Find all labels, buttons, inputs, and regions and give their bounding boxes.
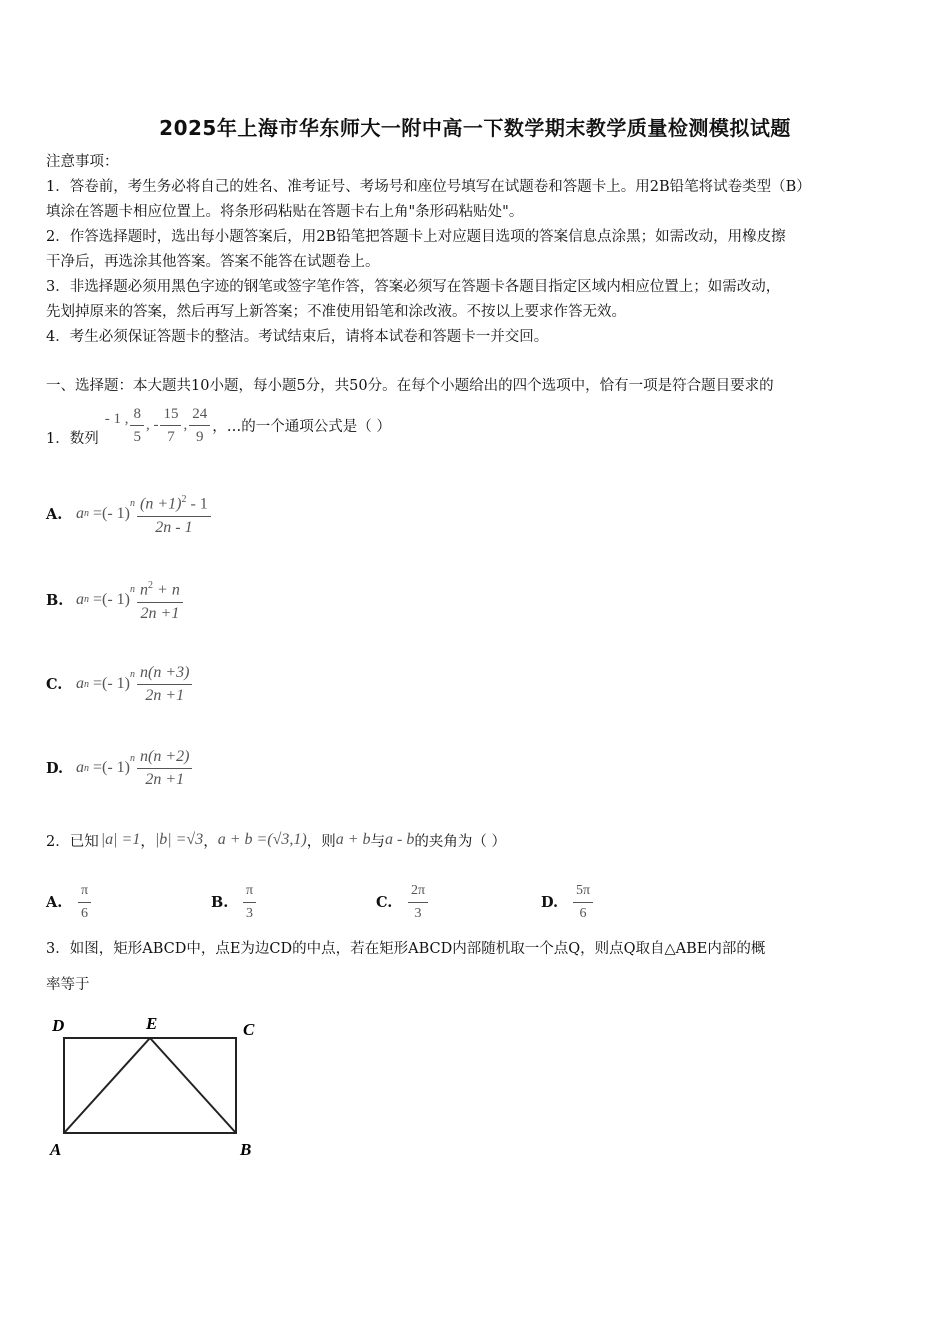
option-formula: $\frac{5\pi}{6}$ xyxy=(573,881,593,924)
q1-suffix: ，…的一个通项公式是（ ） xyxy=(212,418,391,435)
option-formula: a n =(- 1) $^n$ $\frac{n^2 + n}{2n +1}$ xyxy=(76,576,185,623)
q2-option-d[interactable] xyxy=(541,878,595,926)
q2-a-norm: |a| =1 xyxy=(100,831,141,848)
option-label: C. xyxy=(376,893,393,911)
question-3-line-1: 3．如图，矩形ABCD中，点E为边CD的中点，若在矩形ABCD内部随机取一个点Q，则点Q取自△ABE内部的概 xyxy=(46,941,766,957)
notes-line-1: 1．答卷前，考生务必将自己的姓名、准考证号、考场号和座位号填写在试题卷和答题卡上。用2B铅笔将试卷类型（B） xyxy=(46,179,811,195)
q2-option-c[interactable] xyxy=(376,878,430,926)
option-label: D. xyxy=(541,893,559,911)
q2-comma: ， xyxy=(203,833,218,850)
option-formula: a n =(- 1) $^n$ $\frac{n(n +3)}{2n +1}$ xyxy=(76,663,194,706)
label-b: B xyxy=(240,1140,252,1159)
option-formula: $\frac{\pi}{3}$ xyxy=(243,881,256,924)
q2-mid: ，则 xyxy=(306,833,336,850)
segment-ae xyxy=(64,1038,150,1133)
option-formula: a n =(- 1) $^n$ $\frac{(n +1)^2 - 1}{2n - 1}$ xyxy=(76,490,213,537)
seq-sep: , - xyxy=(145,416,159,433)
q2-option-b[interactable] xyxy=(211,878,258,926)
q2-with: 与 xyxy=(370,833,386,850)
q2-comma: ， xyxy=(140,833,155,850)
q1-option-d[interactable] xyxy=(46,740,194,796)
option-label: B. xyxy=(211,893,229,911)
question-1-stem xyxy=(46,400,391,450)
segment-eb xyxy=(150,1038,236,1133)
label-a: A xyxy=(50,1140,62,1159)
option-label: B. xyxy=(46,591,64,609)
q1-option-a[interactable] xyxy=(46,486,213,542)
q1-option-b[interactable] xyxy=(46,572,185,628)
q2-b-norm: |b| =√3 xyxy=(154,831,204,848)
option-label: D. xyxy=(46,759,64,777)
notes-line-5: 3．非选择题必须用黑色字迹的钢笔或签字笔作答，答案必须写在答题卡各题目指定区域内相应位置上；如需改动， xyxy=(46,279,781,295)
option-formula: $\frac{\pi}{6}$ xyxy=(78,881,91,924)
q1-sequence xyxy=(105,404,213,447)
notes-line-4: 干净后，再选涂其他答案。答案不能答在试题卷上。 xyxy=(46,254,380,270)
rectangle-abcd xyxy=(64,1038,236,1133)
seq-term-2: $\frac{8}{5}$ xyxy=(130,404,144,447)
question-3-line-2: 率等于 xyxy=(46,977,90,993)
q1-prefix: 1．数列 xyxy=(46,430,99,447)
question-2-stem xyxy=(46,820,506,860)
q2-prefix: 2．已知 xyxy=(46,833,99,850)
option-label: A. xyxy=(46,893,63,911)
seq-sep: , xyxy=(183,416,188,433)
q2-suffix: 的夹角为（ ） xyxy=(414,833,506,850)
page-title: 2025年上海市华东师大一附中高一下数学期末教学质量检测模拟试题 xyxy=(159,116,791,140)
q2-a-plus-b: a + b xyxy=(335,831,371,848)
label-e: E xyxy=(146,1014,158,1033)
seq-term-1: - 1 , xyxy=(104,410,129,427)
seq-term-4: $\frac{24}{9}$ xyxy=(189,404,210,447)
q2-option-a[interactable] xyxy=(46,878,93,926)
option-label: C. xyxy=(46,675,63,693)
q1-option-c[interactable] xyxy=(46,656,194,712)
option-formula: $\frac{2\pi}{3}$ xyxy=(408,881,428,924)
rectangle-figure xyxy=(40,1010,280,1165)
notes-line-6: 先划掉原来的答案，然后再写上新答案；不准使用铅笔和涂改液。不按以上要求作答无效。 xyxy=(46,304,626,320)
q2-a-minus-b: a - b xyxy=(385,831,415,848)
notes-line-3: 2．作答选择题时，选出每小题答案后，用2B铅笔把答题卡上对应题目选项的答案信息点涂黑；如需改动，用橡皮擦 xyxy=(46,229,786,245)
notes-line-7: 4．考生必须保证答题卡的整洁。考试结束后，请将本试卷和答题卡一并交回。 xyxy=(46,329,549,345)
section-heading: 一、选择题：本大题共10小题，每小题5分，共50分。在每个小题给出的四个选项中，恰有一项是符合题目要求的 xyxy=(46,378,774,394)
label-c: C xyxy=(243,1020,255,1039)
option-label: A. xyxy=(46,505,63,523)
notes-line-2: 填涂在答题卡相应位置上。将条形码粘贴在答题卡右上角"条形码粘贴处"。 xyxy=(46,204,524,220)
option-formula: a n =(- 1) $^n$ $\frac{n(n +2)}{2n +1}$ xyxy=(76,747,194,790)
label-d: D xyxy=(52,1016,65,1035)
seq-term-3: $\frac{15}{7}$ xyxy=(160,404,181,447)
notes-heading: 注意事项： xyxy=(46,154,119,170)
q2-sum-vector: a + b =(√3,1) xyxy=(217,831,307,848)
